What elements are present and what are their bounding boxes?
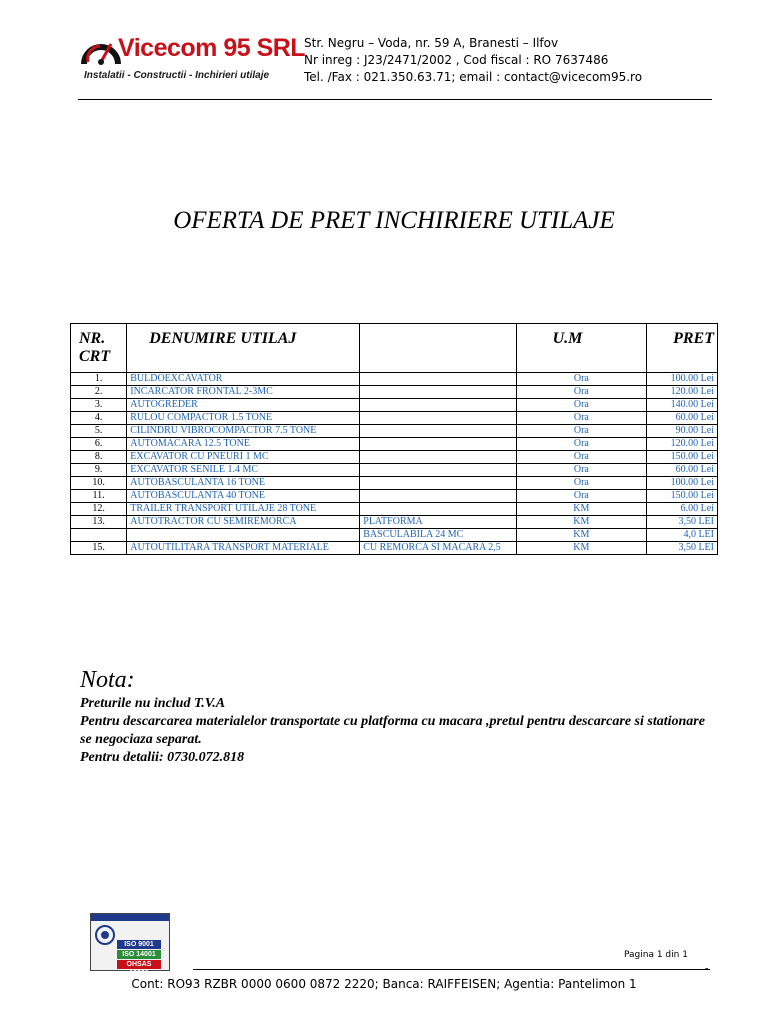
header-um: U.M	[516, 324, 646, 373]
page-title: OFERTA DE PRET INCHIRIERE UTILAJE	[173, 207, 615, 234]
footer-dash: -	[705, 963, 709, 974]
cell-nr: 13.	[71, 516, 127, 529]
logo-tagline: Instalatii - Constructii - Inchirieri utilaje	[84, 70, 270, 81]
cell-um: Ora	[516, 451, 646, 464]
ohsas-badge: OHSAS 18001	[117, 960, 161, 969]
header-price: PRET	[647, 324, 718, 373]
cell-nr: 2.	[71, 386, 127, 399]
cell-name: CILINDRU VIBROCOMPACTOR 7.5 TONE	[127, 425, 360, 438]
iso-9001-badge: ISO 9001	[117, 940, 161, 949]
company-info	[304, 35, 642, 86]
nota-line-contact: Pentru detalii: 0730.072.818	[80, 750, 245, 765]
cell-extra	[360, 399, 516, 412]
cell-name: INCARCATOR FRONTAL 2-3MC	[127, 386, 360, 399]
cell-um: Ora	[516, 425, 646, 438]
iso-14001-badge: ISO 14001	[117, 950, 161, 959]
cell-name: AUTOBASCULANTA 16 TONE	[127, 477, 360, 490]
cell-extra	[360, 503, 516, 516]
nota-lines	[80, 695, 720, 767]
cell-um: Ora	[516, 399, 646, 412]
table-row	[71, 516, 718, 529]
cell-um: Ora	[516, 373, 646, 386]
cell-extra	[360, 451, 516, 464]
cell-name: EXCAVATOR SENILE 1.4 MC	[127, 464, 360, 477]
cell-price: 100.00 Lei	[647, 373, 718, 386]
cell-extra	[360, 412, 516, 425]
header-name: DENUMIRE UTILAJ	[127, 324, 360, 373]
cell-nr: 11.	[71, 490, 127, 503]
table-row	[71, 451, 718, 464]
cell-nr: 8.	[71, 451, 127, 464]
cell-price: 150.00 Lei	[647, 451, 718, 464]
nota-heading: Nota:	[80, 667, 135, 693]
nota-line-unloading: Pentru descarcarea materialelor transportate cu platforma cu macara ,pretul pentru descarcare si stationare se negociaza separat.	[80, 714, 705, 747]
cell-nr: 1.	[71, 373, 127, 386]
cell-extra	[360, 490, 516, 503]
cell-nr: 3.	[71, 399, 127, 412]
footer-bank-info: Cont: RO93 RZBR 0000 0600 0872 2220; Banca: RAIFFEISEN; Agentia: Pantelimon 1	[131, 977, 637, 991]
cell-price: 100.00 Lei	[647, 477, 718, 490]
cell-price: 60.00 Lei	[647, 464, 718, 477]
cell-name: BULDOEXCAVATOR	[127, 373, 360, 386]
table-header-row	[71, 324, 718, 373]
cell-price: 120.00 Lei	[647, 438, 718, 451]
header-extra	[360, 324, 516, 373]
cell-name: EXCAVATOR CU PNEURI 1 MC	[127, 451, 360, 464]
cell-extra	[360, 438, 516, 451]
cell-name: AUTOMACARA 12.5 TONE	[127, 438, 360, 451]
cell-nr: 5.	[71, 425, 127, 438]
cell-extra: BASCULABILA 24 MC	[360, 529, 516, 542]
cell-name: AUTOGREDER	[127, 399, 360, 412]
price-table	[70, 323, 718, 555]
company-address: Str. Negru – Voda, nr. 59 A, Branesti – Ilfov	[304, 36, 559, 50]
cell-price: 3,50 LEI	[647, 542, 718, 555]
cell-um: Ora	[516, 438, 646, 451]
cell-extra: PLATFORMA	[360, 516, 516, 529]
cell-nr: 10.	[71, 477, 127, 490]
table-row	[71, 399, 718, 412]
cell-nr: 9.	[71, 464, 127, 477]
cell-extra	[360, 373, 516, 386]
certification-seal-icon	[94, 924, 116, 946]
cell-um: Ora	[516, 412, 646, 425]
table-row	[71, 412, 718, 425]
table-row	[71, 464, 718, 477]
cell-um: KM	[516, 529, 646, 542]
cell-name: RULOU COMPACTOR 1.5 TONE	[127, 412, 360, 425]
table-row	[71, 477, 718, 490]
table-row	[71, 503, 718, 516]
footer-divider	[193, 969, 710, 970]
cell-price: 3,50 LEI	[647, 516, 718, 529]
cell-nr: 6.	[71, 438, 127, 451]
cell-um: Ora	[516, 490, 646, 503]
cell-name	[127, 529, 360, 542]
cell-price: 4,0 LEI	[647, 529, 718, 542]
page-number: Pagina 1 din 1	[624, 950, 688, 960]
table-row	[71, 425, 718, 438]
cell-name: AUTOTRACTOR CU SEMIREMORCA	[127, 516, 360, 529]
cell-price: 120.00 Lei	[647, 386, 718, 399]
company-logo	[80, 30, 306, 92]
table-row	[71, 542, 718, 555]
cell-name: AUTOBASCULANTA 40 TONE	[127, 490, 360, 503]
cell-um: Ora	[516, 477, 646, 490]
company-registration: Nr inreg : J23/2471/2002 , Cod fiscal : RO 7637486	[304, 53, 609, 67]
table-row	[71, 490, 718, 503]
cell-extra	[360, 477, 516, 490]
cell-price: 6.00 Lei	[647, 503, 718, 516]
table-row	[71, 373, 718, 386]
logo-name: Vicecom 95 SRL	[118, 34, 306, 62]
cell-nr	[71, 529, 127, 542]
cell-price: 90.00 Lei	[647, 425, 718, 438]
cell-nr: 15.	[71, 542, 127, 555]
cell-um: Ora	[516, 464, 646, 477]
cell-um: KM	[516, 542, 646, 555]
cell-extra	[360, 386, 516, 399]
cell-extra	[360, 425, 516, 438]
nota-line-vat: Preturile nu includ T.V.A	[80, 696, 226, 711]
cell-price: 150.00 Lei	[647, 490, 718, 503]
cell-um: KM	[516, 516, 646, 529]
table-body	[71, 373, 718, 555]
cell-price: 60.00 Lei	[647, 412, 718, 425]
cell-extra	[360, 464, 516, 477]
table-row	[71, 529, 718, 542]
cell-name: AUTOUTILITARA TRANSPORT MATERIALE	[127, 542, 360, 555]
cell-extra: CU REMORCA SI MACARA 2,5	[360, 542, 516, 555]
cell-name: TRAILER TRANSPORT UTILAJE 28 TONE	[127, 503, 360, 516]
cell-price: 140.00 Lei	[647, 399, 718, 412]
header-nr: NR. CRT	[71, 324, 127, 373]
cell-um: KM	[516, 503, 646, 516]
speedometer-icon	[80, 32, 122, 74]
company-contact: Tel. /Fax : 021.350.63.71; email : contact@vicecom95.ro	[304, 70, 643, 84]
cell-nr: 4.	[71, 412, 127, 425]
table-row	[71, 386, 718, 399]
cell-um: Ora	[516, 386, 646, 399]
cell-nr: 12.	[71, 503, 127, 516]
table-row	[71, 438, 718, 451]
header-divider	[78, 99, 712, 100]
iso-certification-logo	[90, 913, 170, 977]
